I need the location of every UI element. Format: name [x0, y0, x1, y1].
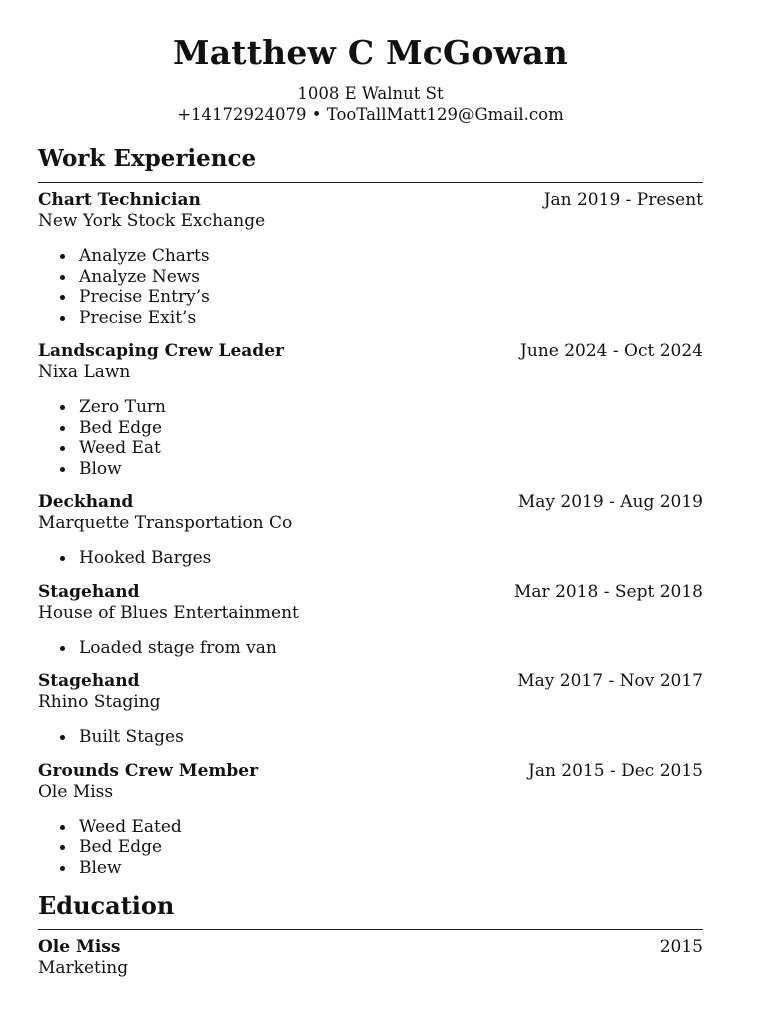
job-title: Deckhand	[38, 492, 134, 512]
work-entry	[38, 340, 703, 479]
duty-text: Analyze News	[79, 266, 201, 287]
field-of-study: Marketing	[38, 958, 129, 978]
employer: House of Blues Entertainment	[38, 602, 299, 623]
bullet-icon	[60, 426, 65, 431]
bullet-icon	[60, 254, 65, 259]
bullet-icon	[60, 405, 65, 410]
list-item	[79, 858, 703, 879]
bullet-icon	[60, 316, 65, 321]
bullet-icon	[60, 295, 65, 300]
address: 1008 E Walnut St	[297, 84, 444, 103]
bullet-icon	[60, 845, 65, 850]
work-entry	[38, 670, 703, 748]
list-item	[79, 459, 703, 480]
duty-text: Blow	[79, 458, 122, 479]
duties-list	[38, 397, 703, 479]
duties-list	[38, 727, 703, 748]
duty-text: Loaded stage from van	[79, 637, 277, 658]
bullet-icon	[60, 646, 65, 651]
duty-text: Hooked Barges	[79, 548, 212, 568]
employer: Ole Miss	[38, 781, 114, 802]
duty-text: Bed Edge	[79, 837, 163, 857]
employer: Marquette Transportation Co	[38, 513, 293, 533]
duty-text: Precise Exit’s	[79, 307, 197, 328]
section-divider	[38, 929, 703, 930]
section-divider	[38, 182, 703, 183]
list-item	[79, 418, 703, 439]
job-dates: Mar 2018 - Sept 2018	[514, 581, 703, 602]
list-item	[79, 246, 703, 267]
bullet-icon	[60, 446, 65, 451]
list-item	[79, 548, 703, 569]
job-dates: Jan 2015 - Dec 2015	[528, 760, 703, 781]
employer: Nixa Lawn	[38, 362, 131, 382]
bullet-icon	[60, 467, 65, 472]
work-entry	[38, 189, 703, 328]
duty-text: Blew	[79, 857, 122, 878]
job-title: Chart Technician	[38, 190, 201, 210]
school-name: Ole Miss	[38, 937, 121, 957]
entry-header	[38, 340, 703, 362]
job-title: Stagehand	[38, 671, 140, 691]
bullet-icon	[60, 866, 65, 871]
duty-text: Precise Entry’s	[79, 287, 210, 307]
education-entry	[38, 936, 703, 979]
list-item	[79, 638, 703, 659]
duties-list	[38, 548, 703, 569]
entry-header	[38, 189, 703, 211]
job-title: Landscaping Crew Leader	[38, 341, 284, 361]
bullet-icon	[60, 735, 65, 740]
list-item	[79, 397, 703, 418]
resume-name: Matthew C McGowan	[172, 33, 569, 72]
list-item	[79, 837, 703, 858]
job-dates: June 2024 - Oct 2024	[520, 341, 703, 361]
work-entries	[38, 189, 703, 878]
bullet-icon	[60, 825, 65, 830]
duty-text: Analyze Charts	[79, 246, 210, 266]
job-title: Stagehand	[38, 581, 140, 602]
bullet-icon	[60, 275, 65, 280]
duty-text: Bed Edge	[79, 417, 163, 438]
list-item	[79, 267, 703, 288]
education-heading: Education	[38, 891, 175, 920]
job-dates: May 2019 - Aug 2019	[517, 492, 703, 512]
work-entry	[38, 491, 703, 569]
work-experience-heading: Work Experience	[38, 145, 257, 172]
duty-text: Built Stages	[79, 727, 184, 747]
entry-header	[38, 491, 703, 513]
work-entry	[38, 581, 703, 659]
employer: New York Stock Exchange	[38, 211, 266, 231]
duties-list	[38, 638, 703, 659]
job-dates: Jan 2019 - Present	[543, 190, 703, 210]
entry-header	[38, 936, 703, 958]
duties-list	[38, 817, 703, 879]
list-item	[79, 308, 703, 329]
job-dates: May 2017 - Nov 2017	[517, 671, 703, 691]
graduation-year: 2015	[659, 937, 703, 957]
job-title: Grounds Crew Member	[38, 760, 259, 781]
list-item	[79, 727, 703, 748]
list-item	[79, 817, 703, 838]
employer: Rhino Staging	[38, 692, 161, 712]
duty-text: Weed Eat	[79, 438, 161, 458]
list-item	[79, 438, 703, 459]
resume-page	[38, 0, 703, 979]
duty-text: Weed Eated	[79, 816, 182, 837]
work-entry	[38, 760, 703, 879]
entry-header	[38, 670, 703, 692]
list-item	[79, 287, 703, 308]
entry-header	[38, 581, 703, 603]
duty-text: Zero Turn	[79, 397, 167, 417]
entry-header	[38, 760, 703, 782]
duties-list	[38, 246, 703, 328]
contact-info: +14172924079 • TooTallMatt129@Gmail.com	[177, 105, 564, 124]
bullet-icon	[60, 556, 65, 561]
